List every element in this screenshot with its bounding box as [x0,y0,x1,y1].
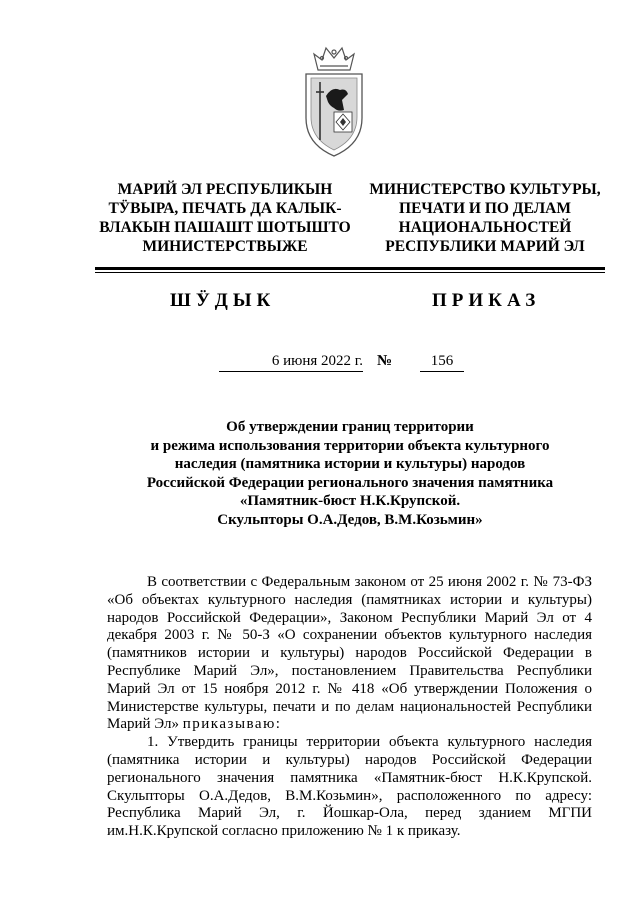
header-divider-thin [95,272,605,273]
preamble-paragraph [107,574,592,734]
header-right-line-4: РЕСПУБЛИКИ МАРИЙ ЭЛ [385,238,585,255]
header-left-line-3: ВЛАКЫН ПАШАШТ ШОТЫШТО [99,219,351,236]
header-right-line-3: НАЦИОНАЛЬНОСТЕЙ [398,219,572,236]
header-left-line-2: ТӰВЫРА, ПЕЧАТЬ ДА КАЛЫК- [108,200,342,217]
title-line: Российской Федерации регионального значения памятника [146,474,554,491]
header-right-line-2: ПЕЧАТИ И ПО ДЕЛАМ [399,200,571,217]
header-left-line-1: МАРИЙ ЭЛ РЕСПУБЛИКЫН [117,181,333,198]
doc-type-mari: ШӰДЫК [170,290,276,311]
preamble-text: В соответствии с Федеральным законом от 25 июня 2002 г. № 73-ФЗ «Об объектах культурного наследия (памятниках истории и культуры) народов Российской Федерации», Законом Республики Марий Эл от 4 декабря 2003 г. № 50-З «О сохранении объектов культурного наследия (памятников истории и культуры) народов Российской Федерации в Республике Марий Эл», постановлением Правительства Республики Марий Эл от 15 ноября 2012 г. № 418 «Об утверждении Положения о Министерстве культуры, печати и по делам национальностей Республики Марий Эл» [107,574,592,733]
number-sign: № [377,353,393,369]
title-line: Об утверждении границ территории [226,419,474,435]
document-title [100,418,600,529]
header-divider-thick [95,267,605,270]
title-line: «Памятник-бюст Н.К.Крупской. [239,493,461,509]
header-left-block [90,180,360,256]
item-1-paragraph: 1. Утвердить границы территории объекта культурного наследия (памятника истории и культуры) народов Российской Федерации регионального значения памятника «Памятник-бюст Н.К.Крупской. Скульпторы О.А.Дедов, В.М.Козьмин», расположенного по адресу: Республика Марий Эл, г. Йошкар-Ола, перед зданием МГПИ им.Н.К.Крупской согласно приложению № 1 к приказу. [107,734,592,840]
coat-of-arms-icon [296,40,372,160]
title-line: и режима использования территории объекта культурного [150,437,550,454]
doc-type-russian: ПРИКАЗ [432,290,541,311]
order-word: приказываю: [182,716,282,733]
header-right-line-1: МИНИСТЕРСТВО КУЛЬТУРЫ, [369,181,601,198]
header-left-line-4: МИНИСТЕРСТВЫЖЕ [142,238,308,255]
title-line: наследия (памятника истории и культуры) народов [174,456,526,472]
document-body [107,574,592,841]
title-line: Скульпторы О.А.Дедов, В.М.Козьмин» [217,511,483,528]
header-right-block [360,180,610,256]
order-number: 156 [420,353,464,372]
order-date: 6 июня 2022 г. [219,353,363,372]
